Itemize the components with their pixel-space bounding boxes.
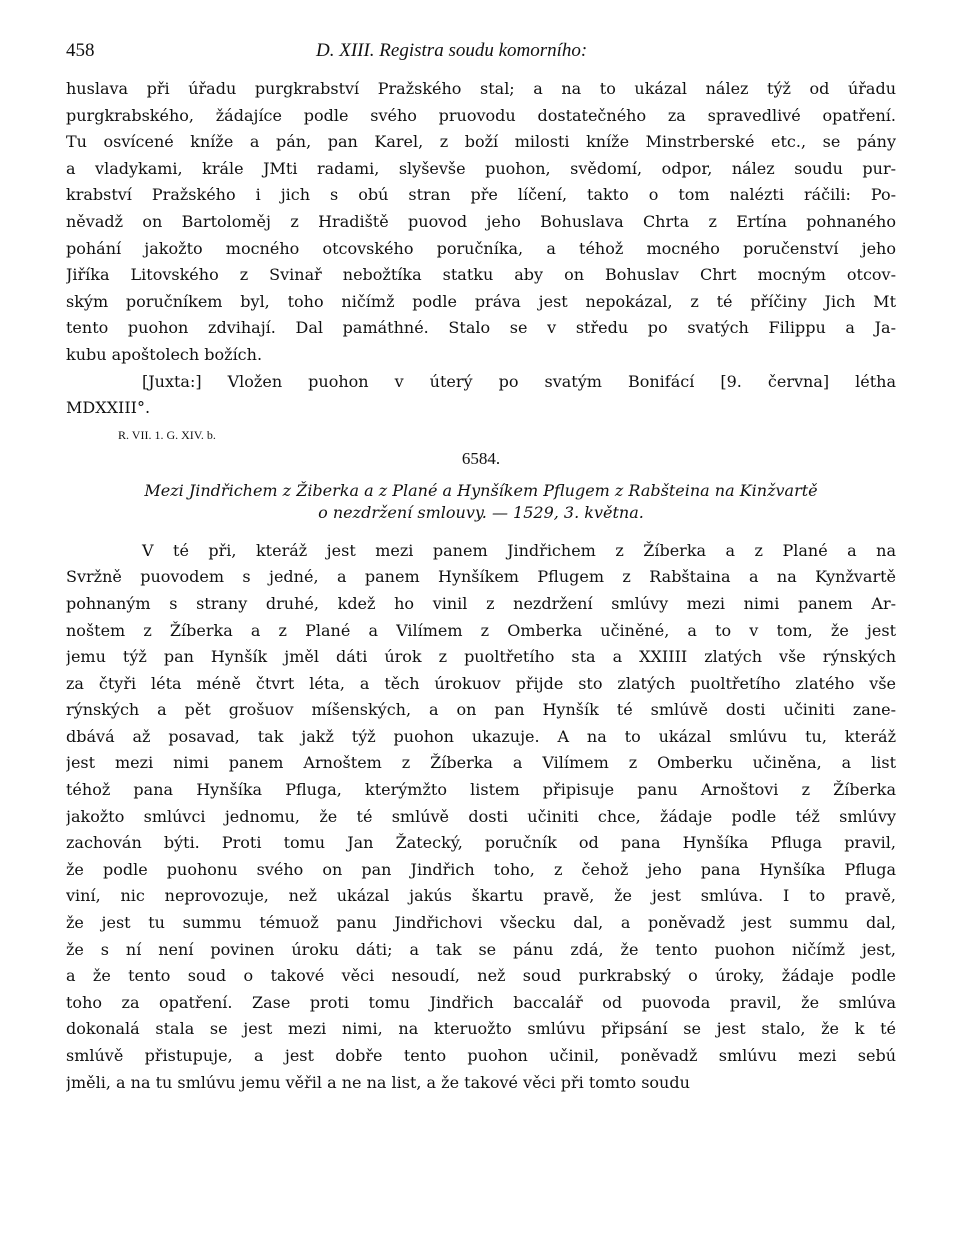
document-page: [66, 40, 896, 1096]
continuation-paragraph: [66, 76, 896, 369]
text-line: že podle puohonu svého on pan Jindřich toho, z čehož jeho pana Hynšíka Pfluga: [66, 859, 896, 879]
text-line: rýnských a pět grošuov míšenských, a on pan Hynšík té smlúvě dosti učiniti zane-: [66, 700, 896, 720]
text-line: Svržně puovodem s jedné, a panem Hynšíkem Pflugem z Rabštaina a na Kynžvartě: [66, 567, 896, 587]
text-line: V té při, kteráž jest mezi panem Jindřichem z Žíberka a z Plané a na: [142, 540, 896, 560]
text-line: a vladykami, krále JMti radami, slyševše puohon, svědomí, odpor, nález soudu pur-: [66, 158, 896, 178]
text-line: noštem z Žíberka a z Plané a Vilímem z Omberka učiněné, a to v tom, že jest: [66, 620, 896, 640]
page-number: 458: [66, 40, 95, 61]
source-reference: R. VII. 1. G. XIV. b.: [118, 427, 216, 442]
text-line: Jiříka Litovského z Svinař nebožtíka statku aby on Bohuslav Chrt mocným otcov-: [66, 265, 896, 285]
entry-paragraph: [66, 538, 896, 1096]
running-title: D. XIII. Registra soudu komorního:: [316, 40, 588, 61]
text-line: dbává až posavad, tak jakž týž puohon ukazuje. A na to ukázal smlúvu tu, kteráž: [66, 726, 896, 746]
text-line: že s ní není povinen úroku dáti; a tak se pánu zdá, že tento puohon ničímž jest,: [66, 939, 896, 959]
text-line: jakožto smlúvci jednomu, že té smlúvě dosti učiniti chce, žádaje podle též smlúvy: [66, 806, 896, 826]
text-line: MDXXIII°.: [66, 398, 151, 418]
text-line: něvadž on Bartoloměj z Hradiště puovod jeho Bohuslava Chrta z Ertína pohnaného: [66, 211, 896, 231]
text-line: jemu týž pan Hynšík jměl dáti úrok z puoltřetího sta a XXIIII zlatých vše rýnských: [66, 647, 896, 667]
entry-text: [66, 538, 896, 1096]
text-line: jest mezi nimi panem Arnoštem z Žíberka a Vilímem z Omberku učiněna, a list: [66, 753, 896, 773]
entry-heading: [66, 480, 896, 524]
text-line: Tu osvícené kníže a pán, pan Karel, z boží milosti kníže Minstrberské etc., se pány: [66, 132, 896, 152]
continuation-text: [66, 76, 896, 422]
text-line: purgkrabského, žádajíce podle svého pruovodu dostatečného za spravedlivé opatření.: [66, 105, 896, 125]
text-line: tento puohon zdvihají. Dal památhné. Stalo se v středu po svatých Filippu a Ja-: [66, 318, 896, 338]
text-line: pohnaným s strany druhé, kdež ho vinil z nezdržení smlúvy mezi nimi panem Ar-: [66, 593, 896, 613]
text-line: kubu apoštolech božích.: [66, 344, 263, 364]
text-line: téhož pana Hynšíka Pfluga, kterýmžto listem připisuje panu Arnoštovi z Žíberka: [66, 780, 896, 800]
text-line: dokonalá stala se jest mezi nimi, na kteruožto smlúvu připsání se jest stalo, že k té: [66, 1019, 896, 1039]
entry-heading-line: Mezi Jindřichem z Žiberka a z Plané a Hynšíkem Pflugem z Rabšteina na Kinžvartě: [144, 480, 818, 500]
text-line: ským poručníkem byl, toho ničímž podle práva jest nepokázal, z té příčiny Jich Mt: [66, 291, 896, 311]
text-line: smlúvě přistupuje, a jest dobře tento puohon učinil, poněvadž smlúvu mezi sebú: [66, 1046, 896, 1065]
text-line: toho za opatření. Zase proti tomu Jindřich baccalář od puovoda pravil, že smlúva: [66, 992, 896, 1012]
text-line: pohání jakožto mocného otcovského poručníka, a téhož mocného poručenství jeho: [66, 238, 896, 258]
text-line: zachován býti. Proti tomu Jan Žatecký, poručník od pana Hynšíka Pfluga pravil,: [66, 833, 896, 853]
registry-note: [66, 369, 896, 422]
text-line: huslava při úřadu purgkrabství Pražského stal; a na to ukázal nález týž od úřadu: [66, 79, 896, 98]
entry-heading-line: o nezdržení smlouvy. — 1529, 3. května.: [318, 502, 644, 522]
text-line: [Juxta:] Vložen puohon v úterý po svatým Bonifácí [9. června] létha: [142, 371, 896, 391]
text-line: za čtyři léta méně čtvrt léta, a těch úrokuov přijde sto zlatých puoltřetího zlatého vše: [66, 673, 896, 693]
page-header: [66, 40, 896, 76]
text-line: krabství Pražského i jich s obú stran pře líčení, takto o tom nalézti ráčili: Po-: [66, 185, 896, 205]
text-line: jměli, a na tu smlúvu jemu věřil a ne na list, a že takové věci při tomto soudu: [66, 1072, 690, 1092]
entry-number: 6584.: [461, 448, 501, 468]
text-line: a že tento soud o takové věci nesoudí, než soud purkrabský o úroky, žádaje podle: [66, 966, 896, 986]
text-line: že jest tu summu témuož panu Jindřichovi všecku dal, a poněvadž jest summu dal,: [66, 913, 896, 933]
text-line: viní, nic neprovozuje, než ukázal jakús škartu pravě, že jest smlúva. I to pravě,: [66, 886, 896, 906]
